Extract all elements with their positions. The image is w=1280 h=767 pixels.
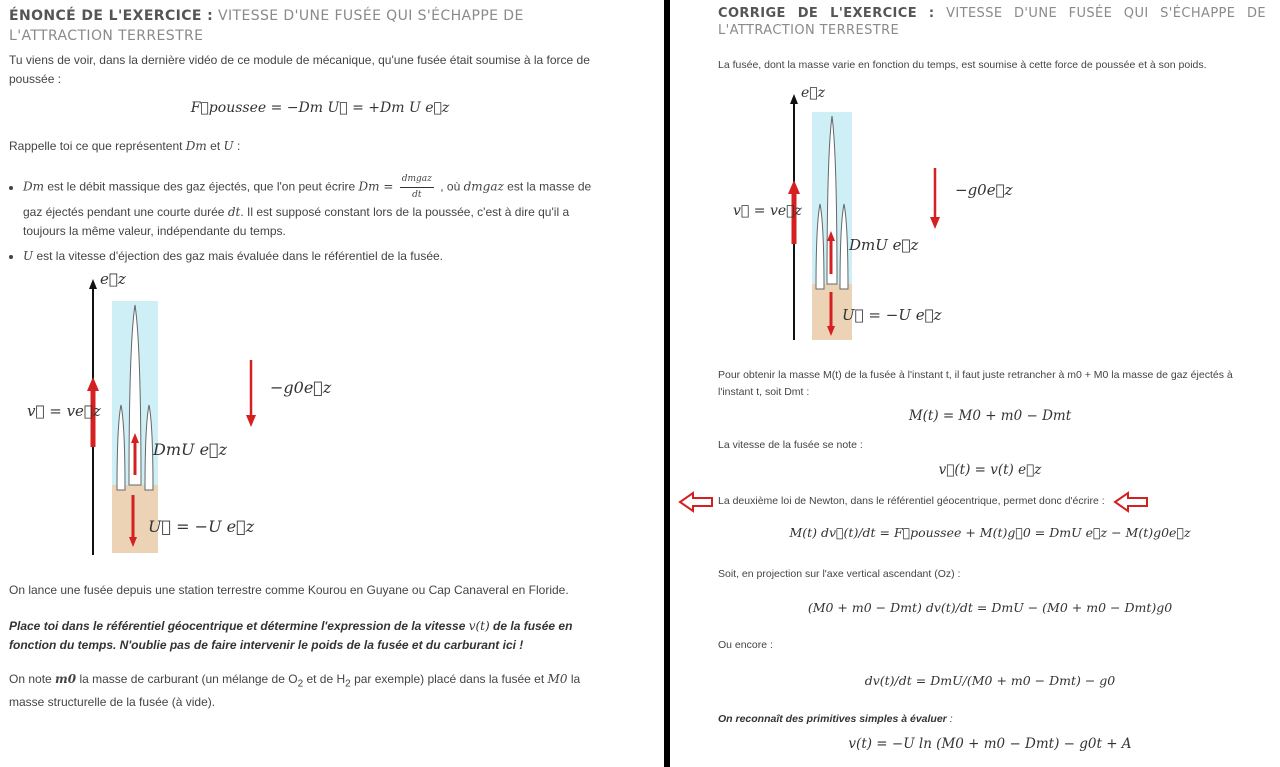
fraction-numerator: dmgaz <box>400 172 434 188</box>
ejection-label: U⃗ = −U e⃗z <box>148 517 255 536</box>
gravity-label: −g0e⃗z <box>270 378 332 397</box>
dm-symbol: Dm <box>23 179 44 194</box>
bullet1-text-c: est la masse de gaz éjectés pendant une courte durée <box>23 179 592 219</box>
task-paragraph <box>9 617 619 655</box>
thrust-equation-text: F⃗poussee = −Dm U⃗ = +Dm U e⃗z <box>190 100 450 116</box>
speed-paragraph: La vitesse de la fusée se note : <box>718 439 863 451</box>
exercise-solution-panel <box>670 0 1280 767</box>
primitives-paragraph <box>718 711 1268 728</box>
note-m0: m0 <box>55 672 77 686</box>
statement-title <box>9 6 629 46</box>
solution-title-label: CORRIGE DE L'EXERCICE : <box>718 6 935 21</box>
mass-equation: M(t) = M0 + m0 − Dmt <box>908 408 1072 424</box>
dm-equals-symbol: Dm <box>358 179 380 194</box>
gravity-arrowhead <box>246 415 256 427</box>
projection-paragraph: Soit, en projection sur l'axe vertical ascendant (Oz) : <box>718 568 961 580</box>
right-pointer-arrow-icon <box>1113 491 1149 513</box>
velocity-arrowhead <box>87 377 99 391</box>
recall-colon: : <box>236 139 241 153</box>
dm-equals: Dm = <box>358 179 394 194</box>
recall-text: Rappelle toi ce que représentent <box>9 139 183 153</box>
bullet1-text-d: . Il est supposé constant lors de la poussée, c'est à dire qu'il a toujours la même valeur, indépendante du temps. <box>23 205 570 238</box>
solution-title-text: VITESSE D'UNE FUSÉE QUI S'ÉCHAPPE DE L'ATTRACTION TERRESTRE <box>718 6 1266 38</box>
task-v-symbol: v(t) <box>468 619 490 633</box>
mass-paragraph: Pour obtenir la masse M(t) de la fusée à l'instant t, il faut juste retrancher à m0 + M0 la masse de gaz éjectés à l'instant t, soit Dmt : <box>718 369 1233 398</box>
velocity-arrowhead <box>788 180 800 194</box>
u-symbol: U <box>23 249 34 263</box>
gravity-arrowhead <box>930 217 940 229</box>
note-M0: M0 <box>547 672 568 686</box>
velocity-label: v⃗ = ve⃗z <box>733 203 802 219</box>
recall-u: U <box>223 139 234 153</box>
statement-title-text: VITESSE D'UNE FUSÉE QUI S'ÉCHAPPE DE L'ATTRACTION TERRESTRE <box>9 8 524 44</box>
ez-label: e⃗z <box>801 85 826 101</box>
recall-and: et <box>210 139 221 153</box>
or-paragraph: Ou encore : <box>718 639 773 651</box>
note-text-4: la masse structurelle de la fusée (à vide). <box>9 672 581 710</box>
solution-intro: La fusée, dont la masse varie en fonction du temps, est soumise à cette force de poussée et à son poids. <box>718 59 1207 71</box>
o2-subscript: 2 <box>297 678 304 690</box>
definition-list <box>9 172 613 272</box>
left-pointer-arrow-shape <box>680 493 712 511</box>
note-text-3: par exemple) placé dans la fusée et <box>354 672 545 686</box>
projection-equation: (M0 + m0 − Dmt) dv(t)/dt = DmU − (M0 + m0 − Dmt)g0 <box>807 600 1173 615</box>
ez-label: e⃗z <box>100 270 126 288</box>
list-item <box>23 247 613 266</box>
gravity-label: −g0e⃗z <box>955 181 1013 199</box>
bullet2-text: est la vitesse d'éjection des gaz mais évaluée dans le référentiel de la fusée. <box>36 249 443 263</box>
newton-equation: M(t) dv⃗(t)/dt = F⃗poussee + M(t)g⃗0 = DmU e⃗z − M(t)g0e⃗z <box>789 525 1191 540</box>
recall-paragraph <box>9 137 609 156</box>
left-pointer-arrow-icon <box>678 491 714 513</box>
right-pointer-arrow-shape <box>1115 493 1147 511</box>
final-equation: v(t) = −U ln (M0 + m0 − Dmt) − g0t + A <box>848 736 1132 752</box>
or-equation: dv(t)/dt = DmU/(M0 + m0 − Dmt) − g0 <box>864 673 1116 688</box>
primitives-text: On reconnaît des primitives simples à évaluer <box>718 713 947 725</box>
task-text-2: de la fusée en fonction du temps. N'oublie pas de faire intervenir le poids de la fusée et du carburant ici ! <box>9 619 573 652</box>
task-text-1: Place toi dans le référentiel géocentrique et détermine l'expression de la vitesse <box>9 619 466 633</box>
note-prefix: On note <box>9 672 52 686</box>
primitives-colon: : <box>949 713 953 725</box>
solution-title <box>718 5 1266 39</box>
recall-dm: Dm <box>185 139 207 153</box>
fraction-denominator: dt <box>412 190 422 200</box>
list-item <box>23 172 613 241</box>
intro-paragraph: Tu viens de voir, dans la dernière vidéo de ce module de mécanique, qu'une fusée était soumise à la force de poussée : <box>9 53 590 86</box>
z-axis-arrowhead <box>89 279 97 289</box>
note-text-1: la masse de carburant (un mélange de O <box>79 672 298 686</box>
h2-subscript: 2 <box>345 678 351 690</box>
dm-fraction <box>400 172 434 203</box>
thrust-label: DmU e⃗z <box>153 440 228 459</box>
velocity-label: v⃗ = ve⃗z <box>27 402 101 420</box>
note-text-2: et de H <box>306 672 346 686</box>
dmgaz-symbol: dmgaz <box>463 179 504 194</box>
launch-paragraph: On lance une fusée depuis une station terrestre comme Kourou en Guyane ou Cap Canaveral en Floride. <box>9 583 569 597</box>
bullet1-text-b: , où <box>440 179 461 194</box>
note-paragraph <box>9 670 599 712</box>
z-axis-arrowhead <box>790 94 798 104</box>
ejection-label: U⃗ = −U e⃗z <box>842 306 942 324</box>
newton-paragraph: La deuxième loi de Newton, dans le référentiel géocentrique, permet donc d'écrire : <box>718 495 1105 507</box>
speed-equation: v⃗(t) = v(t) e⃗z <box>938 462 1042 478</box>
thrust-equation <box>120 100 520 116</box>
dt-symbol: dt <box>227 205 241 219</box>
bullet1-text-a: est le débit massique des gaz éjectés, que l'on peut écrire <box>47 179 356 194</box>
thrust-label: DmU e⃗z <box>849 236 919 254</box>
statement-title-label: ÉNONCÉ DE L'EXERCICE : <box>9 8 214 24</box>
